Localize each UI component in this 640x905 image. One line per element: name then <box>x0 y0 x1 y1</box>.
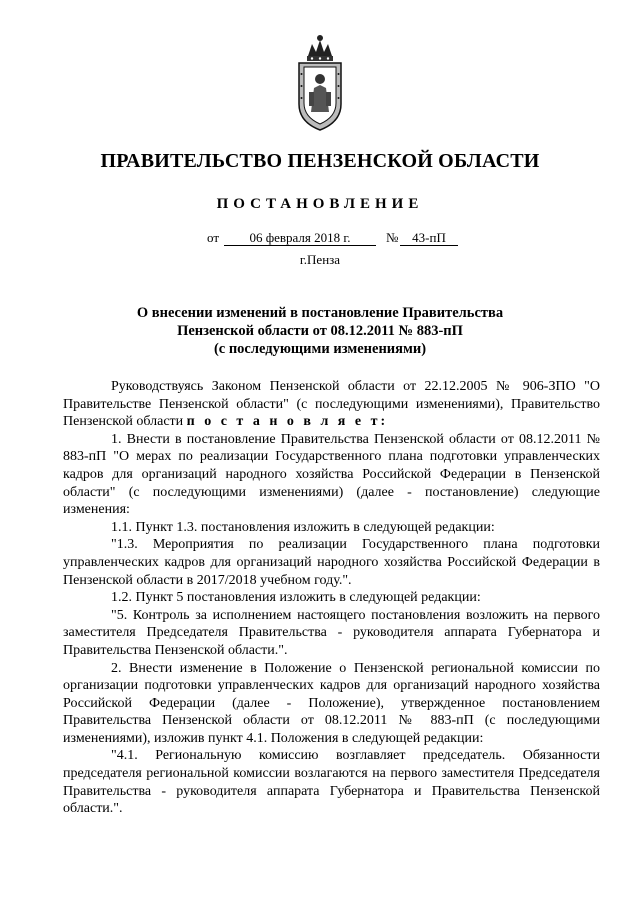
decree-word: п о с т а н о в л я е т: <box>186 414 389 430</box>
document-date: 06 февраля 2018 г. <box>224 230 376 246</box>
preamble-text: Руководствуясь Законом Пензенской области от 22.12.2005 № 906-ЗПО "О Правительстве Пензенской области" (с последующими изменениями), Правительство Пензенской области <box>63 379 600 430</box>
document-subject <box>120 304 520 358</box>
subject-line: (с последующими изменениями) <box>213 341 427 357</box>
number-prefix-label: № <box>386 230 399 245</box>
subject-line: О внесении изменений в постановление Правительства <box>136 305 504 321</box>
document-type-title: ПОСТАНОВЛЕНИЕ <box>216 196 424 212</box>
government-title: ПРАВИТЕЛЬСТВО ПЕНЗЕНСКОЙ ОБЛАСТИ <box>100 150 540 172</box>
preamble-paragraph <box>63 378 600 431</box>
paragraph-1-1: 1.1. Пункт 1.3. постановления изложить в следующей редакции: <box>111 519 495 535</box>
subject-line: Пензенской области от 08.12.2011 № 883-пП <box>177 323 463 339</box>
paragraph-1-2: 1.2. Пункт 5 постановления изложить в следующей редакции: <box>111 590 481 606</box>
paragraph-2: 2. Внести изменение в Положение о Пензенской региональной комиссии по организации подготовки управленческих кадров для организаций народного хозяйства Российской Федерации (далее - Положение), утвержденное постановлением Правительства Пензенской области от 08.12.2011 № 883-пП (с последующими изменениями), изложив пункт 4.1. Положения в следующей редакции: <box>63 660 600 746</box>
city-label: г.Пенза <box>299 252 341 267</box>
paragraph-1-2-text: "5. Контроль за исполнением настоящего постановления возложить на первого заместителя Председателя Правительства - руководителя аппарата Губернатора и Правительства Пензенской области.". <box>63 607 600 658</box>
paragraph-1: 1. Внести в постановление Правительства Пензенской области от 08.12.2011 № 883-пП "О мерах по реализации Государственного плана подготовки управленческих кадров для организаций народного хозяйства Российской Федерации в Пензенской области" (с последующими изменениями) (далее - постановление) следующие изменения: <box>63 431 600 518</box>
document-number: 43-пП <box>400 230 458 246</box>
coat-of-arms-emblem <box>294 34 346 132</box>
date-prefix-label: от <box>207 230 220 245</box>
paragraph-1-1-text: "1.3. Мероприятия по реализации Государственного плана подготовки управленческих кадров для организаций народного хозяйства Российской Федерации в Пензенской области в 2017/2018 учебном году.". <box>63 537 600 588</box>
paragraph-2-text: "4.1. Региональную комиссию возглавляет председатель. Обязанности председателя региональной комиссии возлагаются на первого заместителя Председателя Правительства - руководителя аппарата Губернатора и Правительства Пензенской области.". <box>63 748 600 817</box>
document-meta-line <box>0 230 640 250</box>
document-body <box>63 378 600 818</box>
